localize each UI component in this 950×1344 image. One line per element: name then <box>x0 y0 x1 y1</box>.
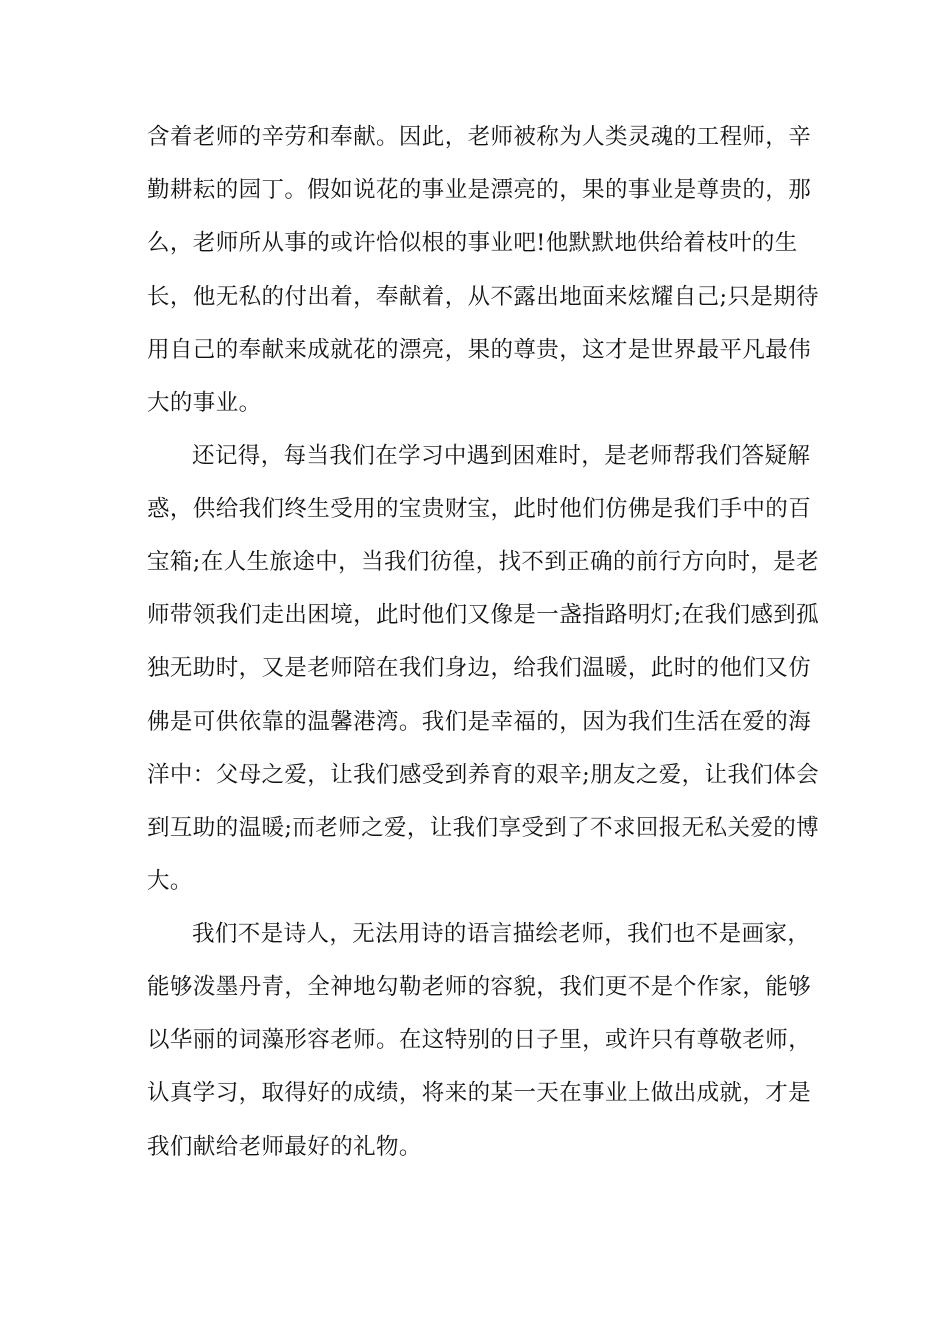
text-line: 认真学习，取得好的成绩，将来的某一天在事业上做出成就，才是 <box>147 1080 812 1106</box>
text-line: 洋中：父母之爱，让我们感受到养育的艰辛;朋友之爱，让我们体会 <box>147 762 820 788</box>
text-line: 含着老师的辛劳和奉献。因此，老师被称为人类灵魂的工程师，辛 <box>147 124 812 150</box>
text-line: 独无助时，又是老师陪在我们身边，给我们温暖，此时的他们又仿 <box>147 655 812 681</box>
text-line: 长，他无私的付出着，奉献着，从不露出地面来炫耀自己;只是期待 <box>147 284 820 310</box>
text-line: 用自己的奉献来成就花的漂亮，果的尊贵，这才是世界最平凡最伟 <box>147 337 812 363</box>
text-line: 勤耕耘的园丁。假如说花的事业是漂亮的，果的事业是尊贵的，那 <box>147 177 812 203</box>
text-line: 宝箱;在人生旅途中，当我们彷徨，找不到正确的前行方向时，是老 <box>147 549 820 575</box>
text-line: 大。 <box>147 868 193 894</box>
text-line: 到互助的温暖;而老师之爱，让我们享受到了不求回报无私关爱的博 <box>147 815 820 841</box>
text-line: 能够泼墨丹青，全神地勾勒老师的容貌，我们更不是个作家，能够 <box>147 974 812 1000</box>
paragraph-start-line: 还记得，每当我们在学习中遇到困难时，是老师帮我们答疑解 <box>192 443 811 469</box>
paragraph-start-line: 我们不是诗人，无法用诗的语言描绘老师，我们也不是画家， <box>192 921 811 947</box>
text-line: 大的事业。 <box>147 390 262 416</box>
text-line: 师带领我们走出困境，此时他们又像是一盏指路明灯;在我们感到孤 <box>147 602 820 628</box>
text-line: 我们献给老师最好的礼物。 <box>147 1134 422 1160</box>
text-line: 么，老师所从事的或许恰似根的事业吧!他默默地供给着枝叶的生 <box>147 230 798 256</box>
text-line: 以华丽的词藻形容老师。在这特别的日子里，或许只有尊敬老师， <box>147 1027 812 1053</box>
text-line: 佛是可供依靠的温馨港湾。我们是幸福的，因为我们生活在爱的海 <box>147 709 812 735</box>
text-line: 惑，供给我们终生受用的宝贵财宝，此时他们仿佛是我们手中的百 <box>147 496 812 522</box>
